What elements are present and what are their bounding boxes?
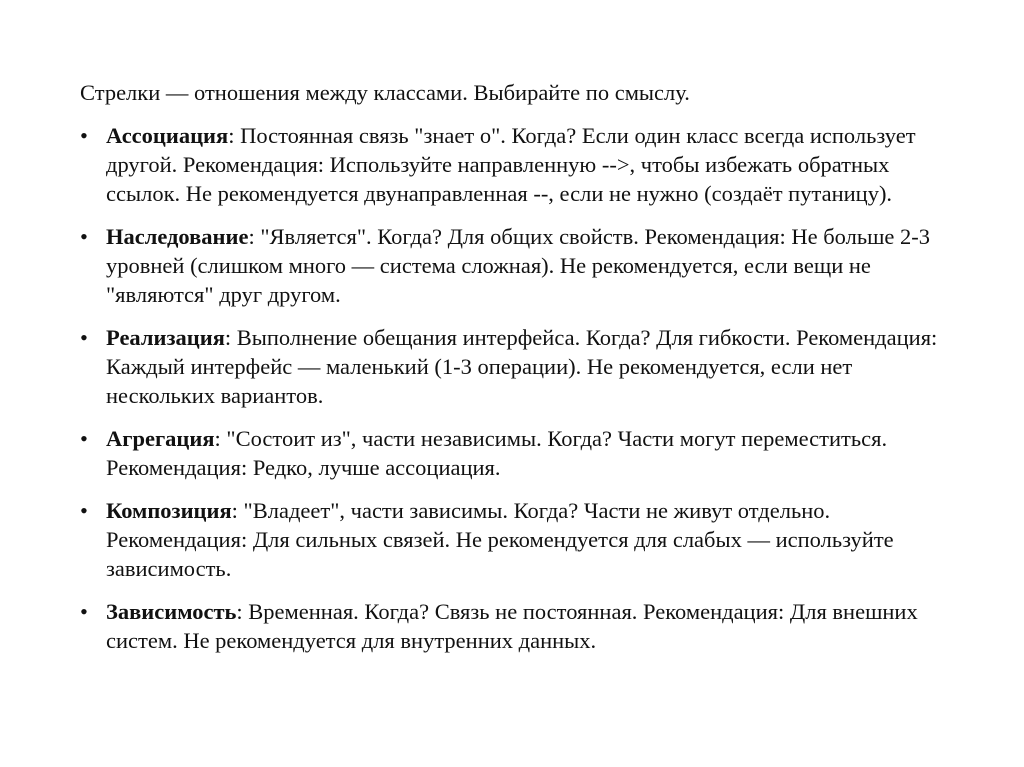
description-inheritance: : "Является". Когда? Для общих свойств. Рекомендация: Не больше 2-3 уровней (слишком много — система сложная). Не рекомендуется, если вещи не "являются" друг другом. xyxy=(106,224,931,307)
bullet-icon: • xyxy=(80,599,88,624)
intro-text: Стрелки — отношения между классами. Выбирайте по смыслу. xyxy=(80,80,690,105)
bullet-icon: • xyxy=(80,123,88,148)
term-aggregation: Агрегация xyxy=(106,426,215,451)
term-composition: Композиция xyxy=(106,498,232,523)
description-aggregation: : "Состоит из", части независимы. Когда? Части могут переместиться. Рекомендация: Редко, лучше ассоциация. xyxy=(106,426,888,480)
term-dependency: Зависимость xyxy=(106,599,237,624)
term-realization: Реализация xyxy=(106,325,225,350)
slide-content xyxy=(80,78,960,669)
description-dependency: : Временная. Когда? Связь не постоянная. Рекомендация: Для внешних систем. Не рекомендуется для внутренних данных. xyxy=(106,599,918,653)
list-item-composition xyxy=(80,496,960,583)
description-realization: : Выполнение обещания интерфейса. Когда? Для гибкости. Рекомендация: Каждый интерфейс — маленький (1-3 операции). Не рекомендуется, если нет нескольких вариантов. xyxy=(106,325,938,408)
bullet-icon: • xyxy=(80,426,88,451)
list-item-realization xyxy=(80,323,960,410)
list-item-association xyxy=(80,121,960,208)
list-item-dependency xyxy=(80,597,960,655)
bullet-icon: • xyxy=(80,325,88,350)
list-item-inheritance xyxy=(80,222,960,309)
term-association: Ассоциация xyxy=(106,123,229,148)
list-item-aggregation xyxy=(80,424,960,482)
relationship-list xyxy=(80,121,960,655)
description-association: : Постоянная связь "знает о". Когда? Если один класс всегда использует другой. Рекомендация: Используйте направленную -->, чтобы избежать обратных ссылок. Не рекомендуется двунаправленная --, если не нужно (создаёт путаницу). xyxy=(106,123,916,206)
term-inheritance: Наследование xyxy=(106,224,249,249)
bullet-icon: • xyxy=(80,498,88,523)
description-composition: : "Владеет", части зависимы. Когда? Части не живут отдельно. Рекомендация: Для сильных связей. Не рекомендуется для слабых — используйте зависимость. xyxy=(106,498,894,581)
bullet-icon: • xyxy=(80,224,88,249)
